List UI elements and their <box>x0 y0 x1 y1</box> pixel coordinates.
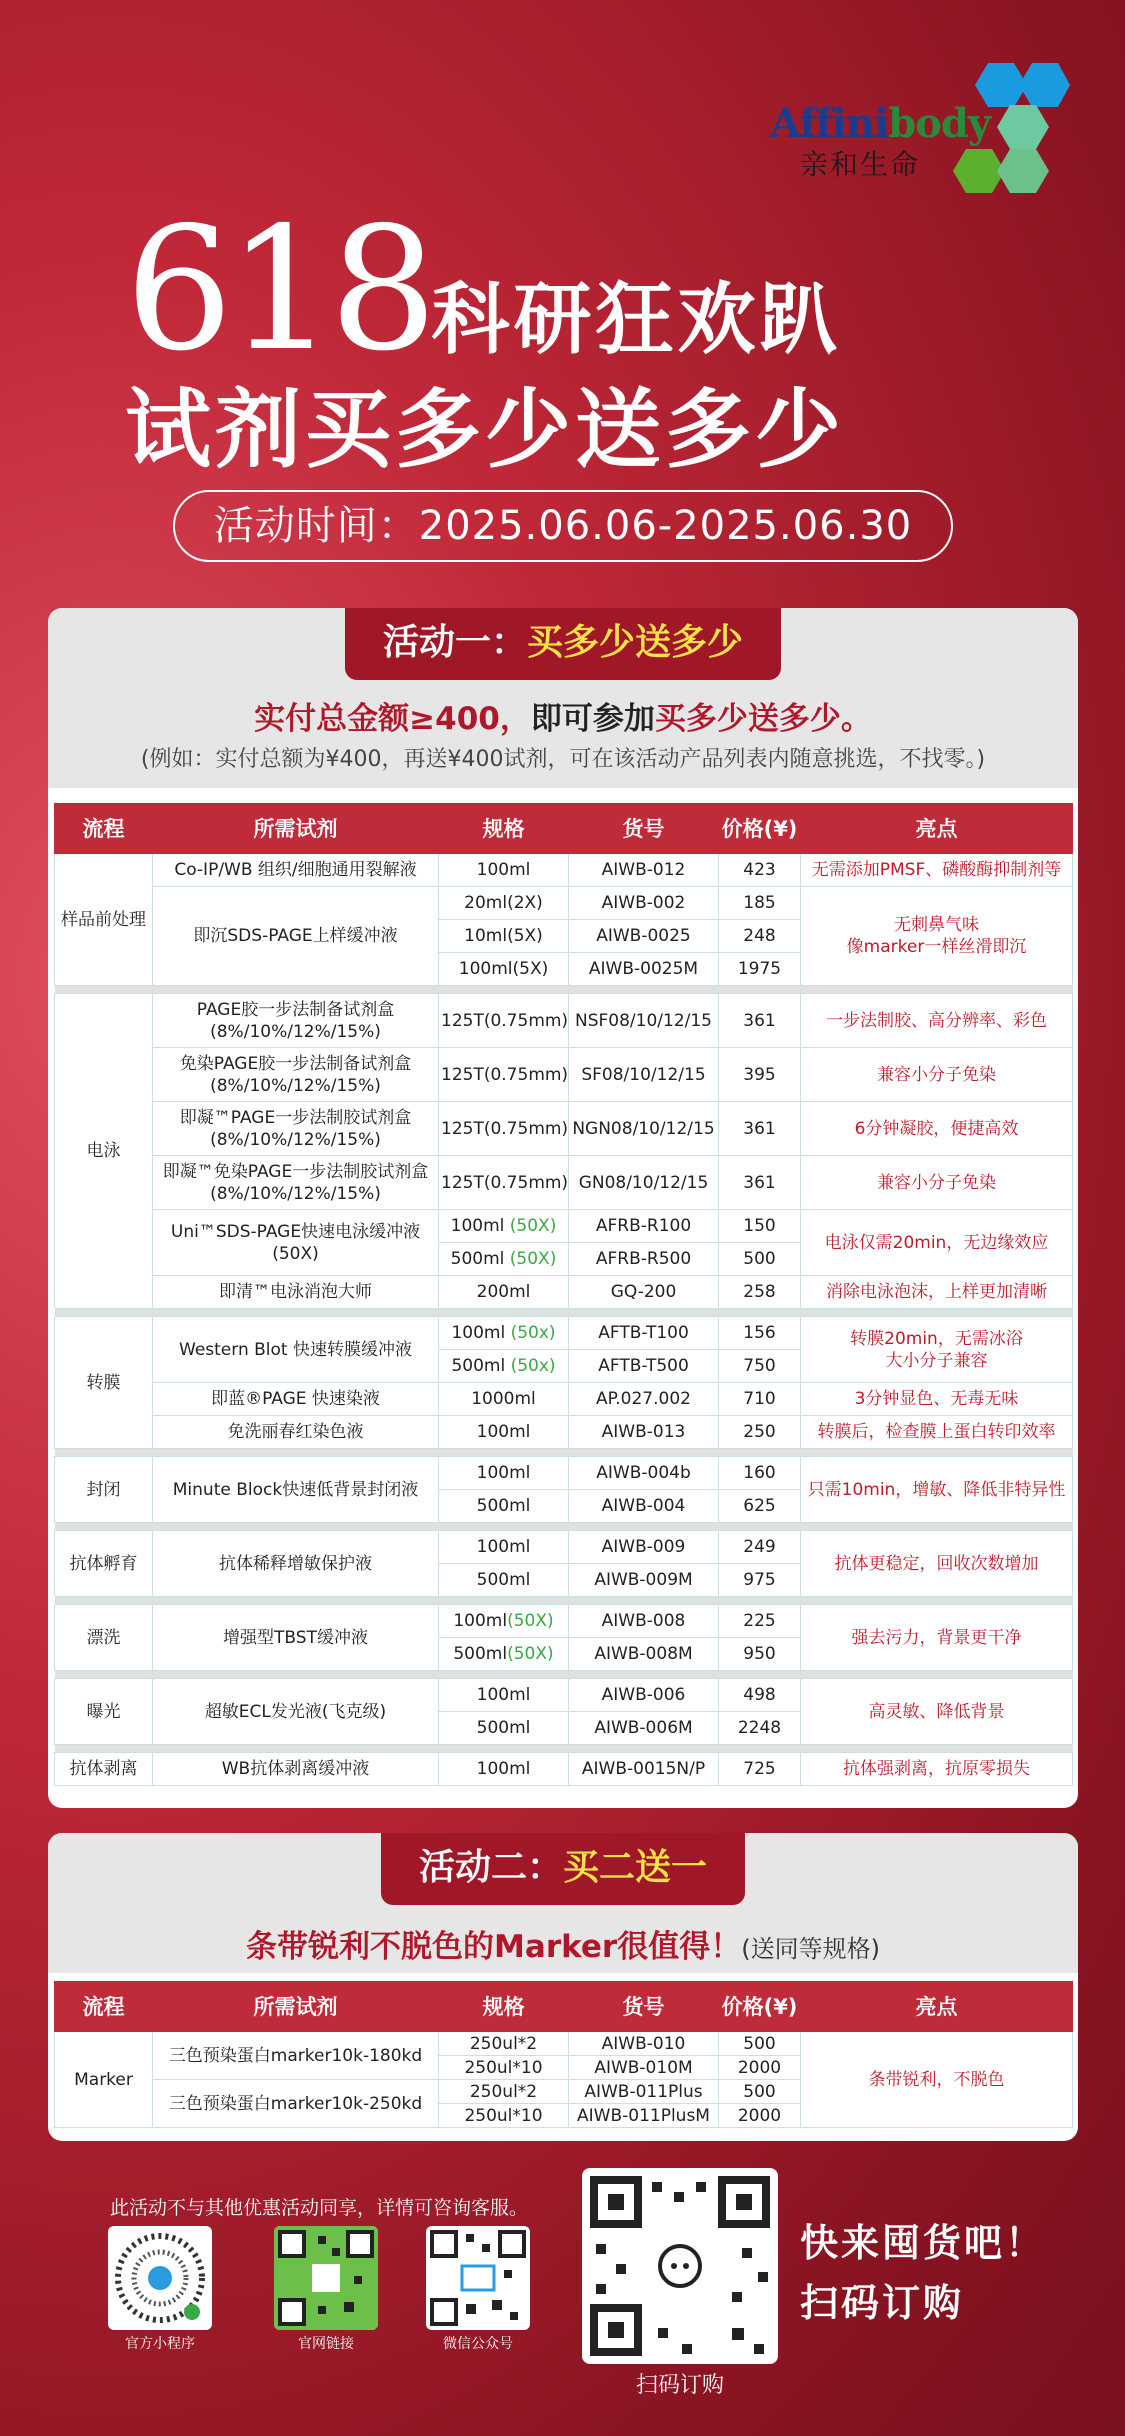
activity-one-example: (例如：实付总额为¥400，再送¥400试剂，可在该活动产品列表内随意挑选，不找零。) <box>140 747 986 772</box>
table-row: 电泳 PAGE胶一步法制备试剂盒 (8%/10%/12%/15%) 125T(0.75mm) NSF08/10/12/15 361 一步法制胶、高分辨率、彩色 <box>55 994 1073 1048</box>
table-row: 即沉SDS-PAGE上样缓冲液 20ml(2X) AIWB-002 185 无刺鼻气味 像marker一样丝滑即沉 <box>55 887 1073 920</box>
title-number: 618 <box>125 191 432 389</box>
mini-program-qr-icon[interactable] <box>108 2226 212 2330</box>
table-row: 10ml(5X) AIWB-0025 248 <box>55 920 1073 953</box>
table-row: Marker 三色预染蛋白marker10k-180kd 250ul*2 AIWB-010 500 条带锐利，不脱色 <box>55 2032 1073 2056</box>
table-row: 即蓝®PAGE 快速染液 1000ml AP.027.002 710 3分钟显色、无毒无味 <box>55 1383 1073 1416</box>
table-header-row: 流程 所需试剂 规格 货号 价格(¥) 亮点 <box>55 1982 1073 2032</box>
table-row: 500ml AIWB-006M 2248 <box>55 1712 1073 1745</box>
activity-two-tag: 活动二：买二送一 <box>381 1833 745 1905</box>
table-row: Uni™SDS-PAGE快速电泳缓冲液(50X) 100ml (50X) AFRB-R100 150 电泳仅需20min，无边缘效应 <box>55 1210 1073 1243</box>
table-row: 转膜 Western Blot 快速转膜缓冲液 100ml (50x) AFTB-T100 156 转膜20min，无需冰浴 大小分子兼容 <box>55 1317 1073 1350</box>
order-qr-icon[interactable] <box>582 2168 778 2364</box>
activity-one-lead: 实付总金额≥400，即可参加买多少送多少。 <box>254 701 872 737</box>
wechat-qr-icon[interactable] <box>426 2226 530 2330</box>
table-row: 即凝™PAGE一步法制胶试剂盒 (8%/10%/12%/15%) 125T(0.75mm) NGN08/10/12/15 361 6分钟凝胶，便捷高效 <box>55 1102 1073 1156</box>
table-row: 三色预染蛋白marker10k-250kd 250ul*2 AIWB-011Plus 500 <box>55 2080 1073 2104</box>
activity-two-card <box>48 1833 1078 2141</box>
footer-note: 此活动不与其他优惠活动同享，详情可咨询客服。 <box>110 2197 529 2219</box>
table-row: 250ul*10 AIWB-011PlusM 2000 <box>55 2104 1073 2128</box>
title-text: 科研狂欢趴 <box>431 275 842 365</box>
activity-one-tag: 活动一：买多少送多少 <box>345 608 781 680</box>
table-row: 500ml (50x) AFTB-T500 750 <box>55 1350 1073 1383</box>
table-row: 抗体剥离 WB抗体剥离缓冲液 100ml AIWB-0015N/P 725 抗体强剥离，抗原零损失 <box>55 1753 1073 1786</box>
table-header-row: 流程 所需试剂 规格 货号 价格(¥) 亮点 <box>55 804 1073 854</box>
table-row: 500ml(50X) AIWB-008M 950 <box>55 1638 1073 1671</box>
main-title-line1 <box>125 191 842 389</box>
table-row: 样品前处理 Co-IP/WB 组织/细胞通用裂解液 100ml AIWB-012 423 无需添加PMSF、磷酸酶抑制剂等 <box>55 854 1073 887</box>
table-row: 100ml(5X) AIWB-0025M 1975 <box>55 953 1073 986</box>
table-row: 抗体孵育 抗体稀释增敏保护液 100ml AIWB-009 249 抗体更稳定，回收次数增加 <box>55 1531 1073 1564</box>
table-row: 漂洗 增强型TBST缓冲液 100ml(50X) AIWB-008 225 强去污力，背景更干净 <box>55 1605 1073 1638</box>
brand-sub: 亲和生命 <box>800 148 921 181</box>
qr-label-mini-program: 官方小程序 <box>125 2336 195 2352</box>
table-row: 曝光 超敏ECL发光液(飞克级) 100ml AIWB-006 498 高灵敏、降低背景 <box>55 1679 1073 1712</box>
table-row: 免染PAGE胶一步法制备试剂盒 (8%/10%/12%/15%) 125T(0.75mm) SF08/10/12/15 395 兼容小分子免染 <box>55 1048 1073 1102</box>
cta-line1: 快来囤货吧！ <box>800 2221 1047 2265</box>
table-row: 即凝™免染PAGE一步法制胶试剂盒 (8%/10%/12%/15%) 125T(0.75mm) GN08/10/12/15 361 兼容小分子免染 <box>55 1156 1073 1210</box>
qr-label-wechat: 微信公众号 <box>443 2336 513 2352</box>
activity-one-card <box>48 608 1078 1808</box>
event-date: 活动时间：2025.06.06-2025.06.30 <box>173 490 953 562</box>
table-row: 500ml AIWB-009M 975 <box>55 1564 1073 1597</box>
table-row: 500ml (50X) AFRB-R500 500 <box>55 1243 1073 1276</box>
main-title-line2: 试剂买多少送多少 <box>125 380 845 480</box>
activity-two-table <box>54 1981 1073 2128</box>
activity-one-table <box>54 803 1073 1786</box>
website-qr-icon[interactable] <box>274 2226 378 2330</box>
table-row: 封闭 Minute Block快速低背景封闭液 100ml AIWB-004b 160 只需10min，增敏、降低非特异性 <box>55 1457 1073 1490</box>
qr-label-website: 官网链接 <box>298 2336 354 2352</box>
table-row: 250ul*10 AIWB-010M 2000 <box>55 2056 1073 2080</box>
activity-two-lead: 条带锐利不脱色的Marker很值得！(送同等规格) <box>246 1929 880 1965</box>
table-row: 免洗丽春红染色液 100ml AIWB-013 250 转膜后，检查膜上蛋白转印效率 <box>55 1416 1073 1449</box>
qr-label-order: 扫码订购 <box>635 2373 724 2398</box>
table-row: 即清™电泳消泡大师 200ml GQ-200 258 消除电泳泡沫，上样更加清晰 <box>55 1276 1073 1309</box>
table-row: 500ml AIWB-004 625 <box>55 1490 1073 1523</box>
brand-name: Affinibody <box>770 100 991 147</box>
cta-line2: 扫码订购 <box>800 2281 965 2325</box>
